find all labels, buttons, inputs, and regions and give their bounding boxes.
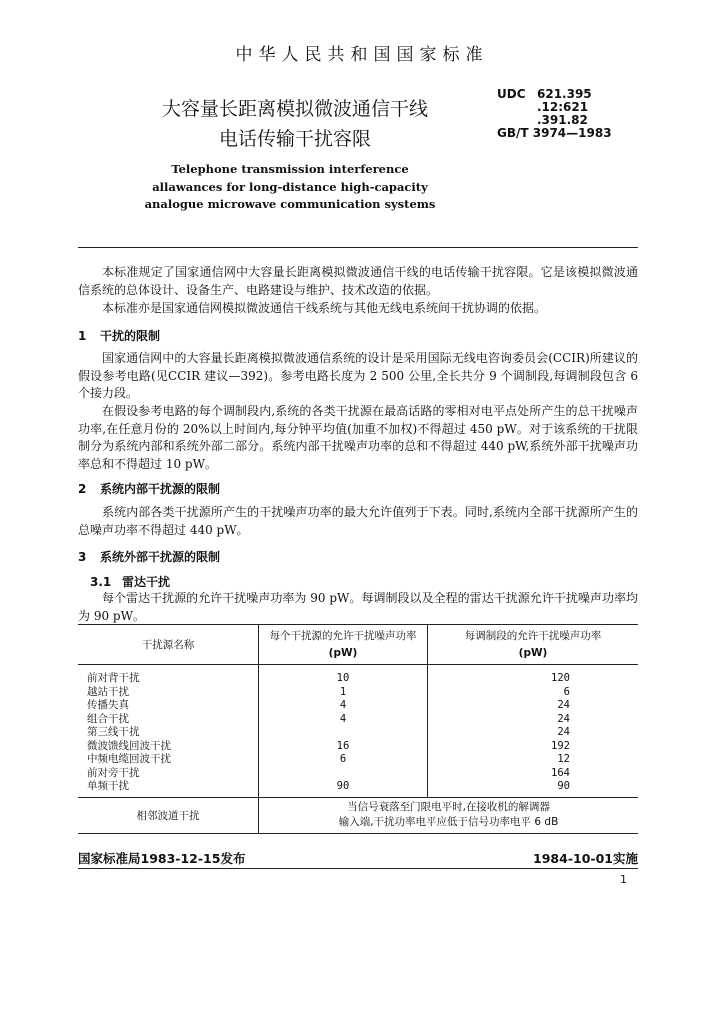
table-cell-per-section: 164 [551, 766, 570, 779]
table-cell-each: 4 [339, 712, 347, 725]
udc-label: UDC [497, 87, 526, 101]
table-cell-each [259, 726, 427, 740]
table-row-name: 前对旁干扰 [87, 766, 140, 779]
section-heading [78, 548, 220, 565]
table-row-name: 第三线干扰 [87, 726, 140, 738]
english-title-line: allawances for long-distance high-capacity [152, 179, 428, 194]
table-row-name: 越站干扰 [87, 685, 129, 698]
table-cell-per-section: 12 [557, 753, 570, 765]
table-row-name: 微波馈线回波干扰 [87, 739, 171, 752]
column-unit: (pW) [518, 646, 548, 659]
issuer-date: 国家标准局1983-12-15发布 [78, 851, 246, 866]
table-row-name: 相邻波道干扰 [78, 797, 259, 833]
table-cell-per-section: 6 [563, 685, 570, 698]
table-cell-per-section: 120 [551, 672, 570, 684]
header-divider [78, 247, 638, 248]
table-cell-per-section: 24 [557, 699, 570, 711]
classification-block [497, 88, 647, 140]
column-unit: (pW) [328, 646, 358, 659]
table-each-column [259, 665, 428, 798]
table-section-column [428, 665, 639, 798]
section-title: 系统内部干扰源的限制 [100, 482, 221, 496]
english-title-line: Telephone transmission interference [171, 162, 409, 176]
table-cell-per-section: 90 [557, 780, 570, 792]
section-heading [78, 327, 160, 344]
body-paragraph: 系统内部各类干扰源所产生的干扰噪声功率的最大允许值列于下表。同时,系统内全部干扰源所产生的总噪声功率不得超过 440 pW。 [78, 505, 638, 537]
table-row-name: 传播失真 [87, 699, 129, 711]
interference-table [78, 624, 638, 834]
section-heading [78, 480, 220, 497]
effective-date: 1984-10-01实施 [533, 851, 638, 866]
table-cell-per-section: 192 [551, 739, 570, 752]
table-cell-per-section: 24 [557, 726, 570, 738]
subsection-number: 3.1 [90, 575, 112, 589]
body-paragraph: 国家通信网中的大容量长距离模拟微波通信系统的设计是采用国际无线电咨询委员会(CCIR)所建议的假设参考电路(见CCIR 建议—392)。参考电路长度为 2 500 公里,全长共分 9 个调制段,每调制段包含 6 个接力段。 [78, 351, 638, 400]
body-paragraph: 每个雷达干扰源的允许干扰噪声功率为 90 pW。每调制段以及全程的雷达干扰源允许干扰噪声功率均为 90 pW。 [78, 591, 638, 623]
table-row-name: 组合干扰 [87, 712, 129, 725]
subsection-title: 雷达干扰 [122, 575, 171, 589]
body-paragraph: 在假设参考电路的每个调制段内,系统的各类干扰源在最高话路的零相对电平点处所产生的总干扰噪声功率,在任意月份的 20%以上时间内,每分钟平均值(加重不加权)不得超过 450 pW。对于该系统的干扰限制分为系统内部和系统外部二部分。系统内部干扰噪声功率的总和不得超过 440 pW,系统外部干扰噪声功率总和不得超过 10 pW。 [78, 404, 638, 471]
column-header: 每个干扰源的允许干扰噪声功率 [269, 629, 417, 642]
table-header-cell: 干扰源名称 [78, 625, 259, 665]
table-cell-each: 6 [339, 753, 347, 765]
section-title: 系统外部干扰源的限制 [100, 550, 221, 564]
table-row-name: 中频电缆回波干扰 [87, 753, 171, 765]
table-cell-each: 10 [336, 672, 350, 684]
subsection-heading [90, 573, 170, 590]
udc-code-1: 621.395 [537, 87, 592, 101]
table-header-cell [428, 625, 639, 665]
english-title-line: analogue microwave communication systems [144, 197, 436, 211]
document-title-line2: 电话传输干扰容限 [218, 128, 371, 150]
intro-paragraph: 本标准规定了国家通信网中大容量长距离模拟微波通信干线的电话传输干扰容限。它是该模拟微波通信系统的总体设计、设备生产、电路建设与维护、技术改造的依据。 [78, 265, 638, 297]
table-note-line: 当信号衰落至门限电平时,在接收机的解调器 [347, 801, 550, 813]
table-cell-each: 4 [339, 699, 347, 711]
section-number: 1 [78, 329, 87, 343]
page-number: 1 [620, 873, 627, 886]
table-note-cell [259, 797, 639, 833]
english-title [120, 161, 460, 214]
table-name-column [78, 665, 259, 798]
udc-code-3: .391.82 [537, 113, 588, 127]
table-cell-each: 90 [336, 780, 350, 792]
document-title-line1: 大容量长距离模拟微波通信干线 [161, 98, 428, 120]
table-cell-each [259, 767, 427, 781]
footer-divider [78, 868, 638, 869]
section-title: 干扰的限制 [100, 329, 161, 343]
table-cell-each: 16 [336, 739, 350, 752]
udc-code-2: .12:621 [537, 100, 589, 114]
intro-paragraph: 本标准亦是国家通信网模拟微波通信干线系统与其他无线电系统间干扰协调的依据。 [102, 301, 547, 315]
table-header-cell [259, 625, 428, 665]
section-number: 2 [78, 482, 87, 496]
standard-org-heading: 中华人民共和国国家标准 [235, 45, 489, 65]
section-number: 3 [78, 550, 87, 564]
gb-code: GB/T 3974—1983 [497, 126, 612, 140]
table-cell-per-section: 24 [557, 712, 570, 725]
table-cell-each: 1 [339, 685, 347, 698]
table-row-name: 单频干扰 [87, 780, 129, 792]
column-header: 每调制段的允许干扰噪声功率 [464, 629, 602, 642]
table-row-name: 前对背干扰 [87, 672, 140, 684]
table-note-line: 输入端,干扰功率电平应低于信号功率电平 6 dB [338, 816, 559, 828]
